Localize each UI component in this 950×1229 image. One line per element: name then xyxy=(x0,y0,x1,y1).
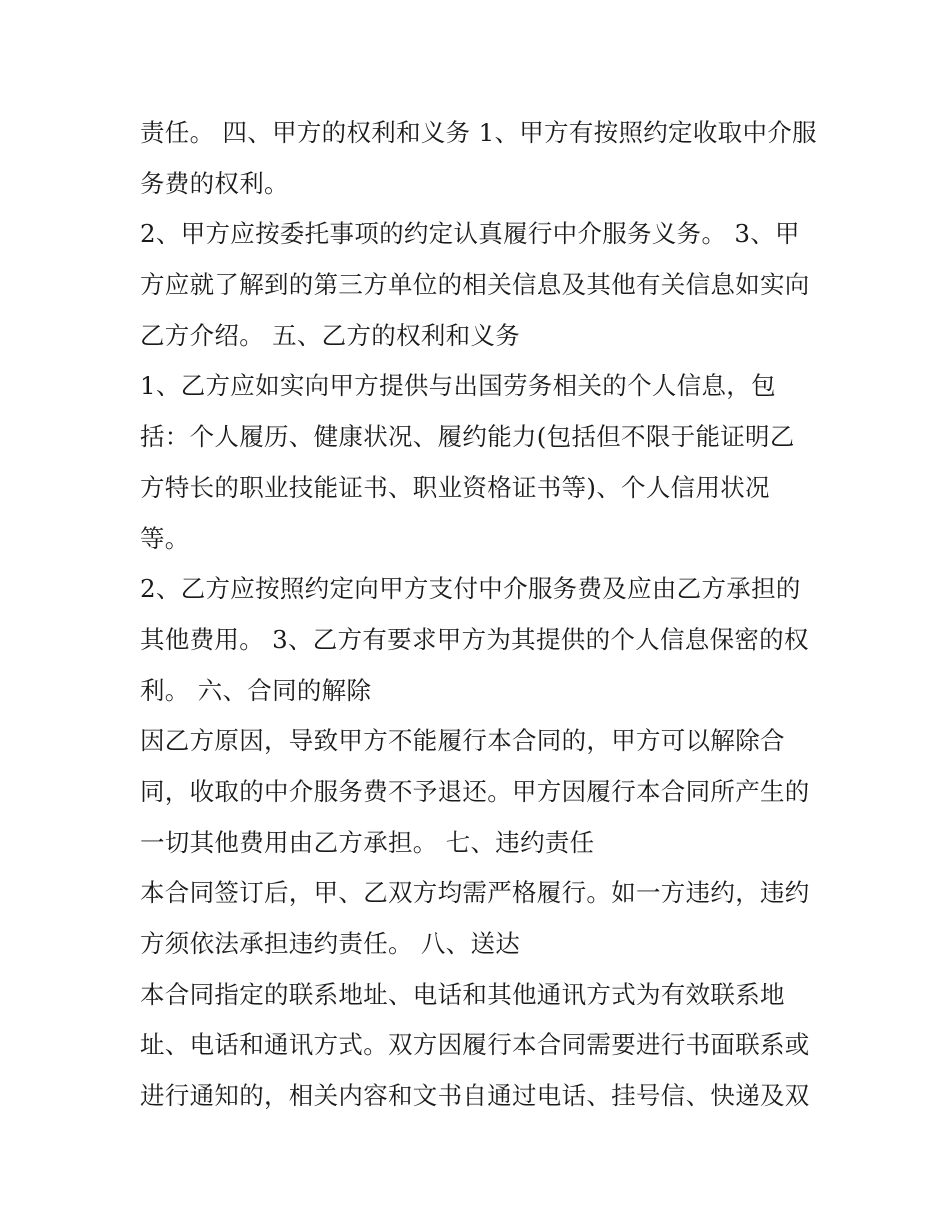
text-line: 一切其他费用由乙方承担。 七、违约责任 xyxy=(140,827,595,857)
text-line: 方特长的职业技能证书、职业资格证书等)、个人信用状况 xyxy=(140,472,770,502)
text-line: 乙方介绍。 五、乙方的权利和义务 xyxy=(140,320,521,350)
text-line: 址、电话和通讯方式。双方因履行本合同需要进行书面联系或 xyxy=(140,1030,810,1060)
text-line: 责任。 四、甲方的权利和义务 1、甲方有按照约定收取中介服 xyxy=(140,118,817,147)
text-line: 方应就了解到的第三方单位的相关信息及其他有关信息如实向 xyxy=(140,270,810,300)
text-line: 2、甲方应按委托事项的约定认真履行中介服务义务。 3、甲 xyxy=(140,219,800,249)
text-line: 利。 六、合同的解除 xyxy=(140,675,372,705)
text-line: 因乙方原因，导致甲方不能履行本合同的，甲方可以解除合 xyxy=(140,726,785,756)
text-line: 2、乙方应按照约定向甲方支付中介服务费及应由乙方承担的 xyxy=(140,574,801,604)
text-line: 括：个人履历、健康状况、履约能力(包括但不限于能证明乙 xyxy=(140,422,795,452)
text-line: 进行通知的，相关内容和文书自通过电话、挂号信、快递及双 xyxy=(140,1081,810,1111)
contract-text-body xyxy=(140,108,820,1122)
text-line: 方须依法承担违约责任。 八、送达 xyxy=(140,929,521,958)
text-line: 同，收取的中介服务费不予退还。甲方因履行本合同所产生的 xyxy=(140,776,810,806)
text-line: 本合同指定的联系地址、电话和其他通讯方式为有效联系地 xyxy=(140,979,785,1009)
text-line: 等。 xyxy=(140,523,190,553)
text-line: 其他费用。 3、乙方有要求甲方为其提供的个人信息保密的权 xyxy=(140,624,809,654)
text-line: 1、乙方应如实向甲方提供与出国劳务相关的个人信息，包 xyxy=(140,371,776,401)
text-line: 本合同签订后，甲、乙双方均需严格履行。如一方违约，违约 xyxy=(140,878,810,908)
text-line: 务费的权利。 xyxy=(140,168,289,198)
